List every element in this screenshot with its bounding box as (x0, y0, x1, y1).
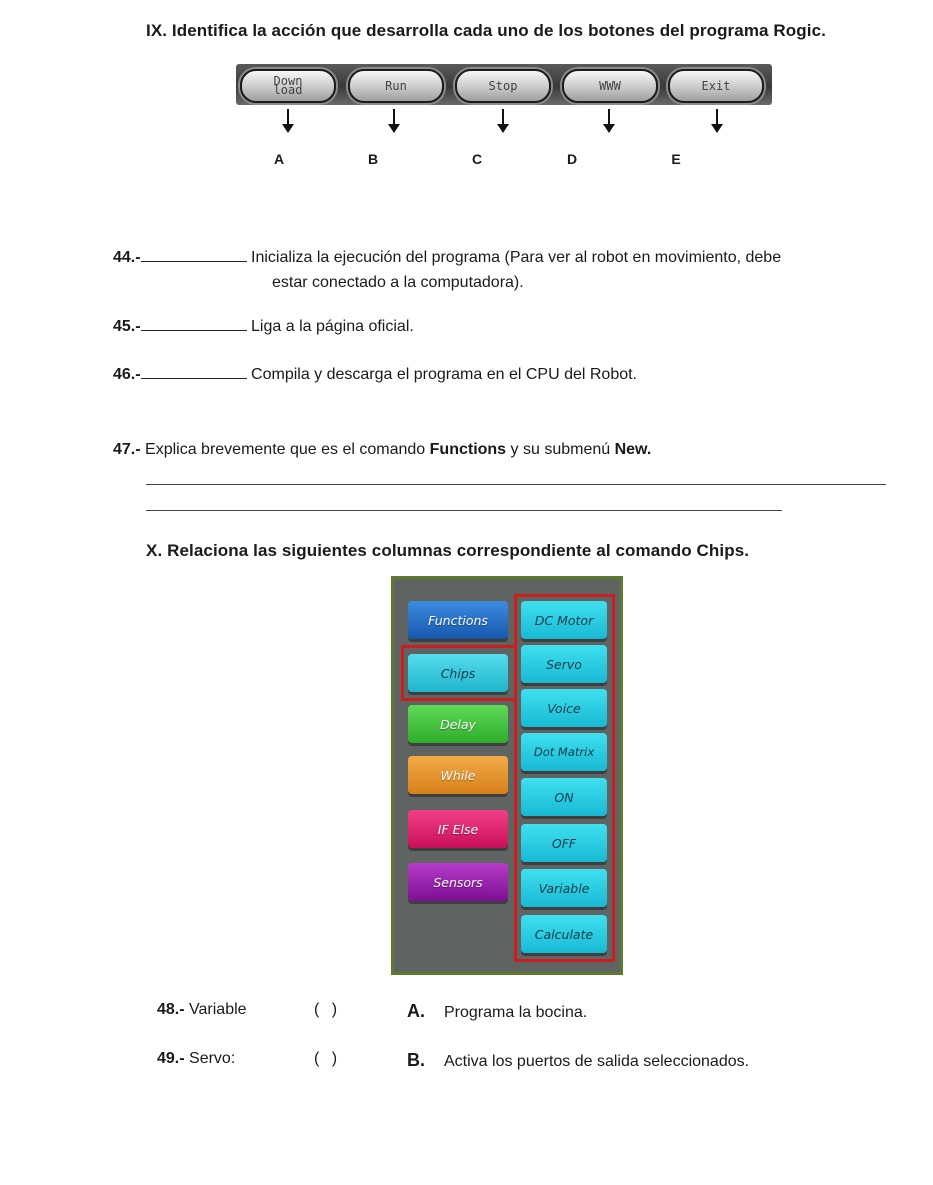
question-45 (113, 317, 414, 336)
on-chip: ON (521, 778, 607, 816)
chips-panel (391, 576, 623, 975)
dot-matrix-chip: Dot Matrix (521, 733, 607, 771)
answer-line-1[interactable] (146, 484, 886, 485)
voice-chip: Voice (521, 689, 607, 727)
arrow-e-icon (716, 109, 718, 125)
question-46 (113, 365, 637, 384)
question-number: 44.- (113, 249, 141, 266)
stop-button: Stop (455, 69, 551, 103)
question-number: 47.- (113, 441, 141, 458)
question-44-cont: estar conectado a la computadora). (272, 274, 524, 291)
exit-button: Exit (668, 69, 764, 103)
chips-chip: Chips (408, 654, 508, 692)
rogic-toolbar (236, 64, 772, 105)
q47-text: Explica brevemente que es el comando (140, 441, 430, 458)
arrow-d-icon (608, 109, 610, 125)
arrow-c-icon (502, 109, 504, 125)
answer-blank[interactable] (141, 317, 247, 331)
section-ix-title: IX. Identifica la acción que desarrolla cada uno de los botones del programa Rogic. (146, 21, 826, 40)
arrow-b-icon (393, 109, 395, 125)
answer-blank[interactable] (141, 248, 247, 262)
section-x-title: X. Relaciona las siguientes columnas correspondiente al comando Chips. (146, 541, 750, 560)
q47-new: New. (614, 441, 652, 458)
www-button: WWW (562, 69, 658, 103)
question-number: 45.- (113, 318, 141, 335)
question-44 (113, 248, 781, 267)
label-e: E (671, 151, 681, 167)
question-text: Compila y descarga el programa en el CPU del Robot. (251, 366, 637, 383)
option-b-letter: B. (407, 1050, 425, 1070)
while-chip: While (408, 756, 508, 794)
label-a: A (273, 151, 285, 167)
option-b-text: Activa los puertos de salida seleccionados. (444, 1053, 750, 1070)
question-text: Liga a la página oficial. (251, 318, 414, 335)
answer-blank[interactable] (141, 365, 247, 379)
question-49 (157, 1050, 235, 1068)
servo-chip: Servo (521, 645, 607, 683)
run-button: Run (348, 69, 444, 103)
variable-chip: Variable (521, 869, 607, 907)
question-number: 46.- (113, 366, 141, 383)
answer-paren-49[interactable]: ( ) (314, 1050, 338, 1067)
ifelse-chip: IF Else (408, 810, 508, 848)
label-b: B (367, 151, 379, 167)
option-a-text: Programa la bocina. (444, 1004, 588, 1021)
matching-term: Servo: (184, 1050, 236, 1067)
question-number: 48.- (157, 1001, 185, 1018)
arrow-a-icon (287, 109, 289, 125)
answer-line-2[interactable] (146, 510, 782, 511)
off-chip: OFF (521, 824, 607, 862)
functions-chip: Functions (408, 601, 508, 639)
sensors-chip: Sensors (408, 863, 508, 901)
question-number: 49.- (157, 1050, 185, 1067)
calculate-chip: Calculate (521, 915, 607, 953)
question-47 (113, 441, 651, 459)
delay-chip: Delay (408, 705, 508, 743)
q47-text-mid: y su submenú (506, 441, 615, 458)
label-c: C (471, 151, 483, 167)
dc-motor-chip: DC Motor (521, 601, 607, 639)
q47-functions: Functions (429, 441, 507, 458)
label-d: D (566, 151, 578, 167)
download-button: Down load (240, 69, 336, 103)
question-text: Inicializa la ejecución del programa (Para ver al robot en movimiento, debe (251, 249, 782, 266)
option-a-letter: A. (407, 1001, 425, 1021)
matching-term: Variable (184, 1001, 247, 1018)
answer-paren-48[interactable]: ( ) (314, 1001, 338, 1018)
question-48 (157, 1001, 247, 1019)
